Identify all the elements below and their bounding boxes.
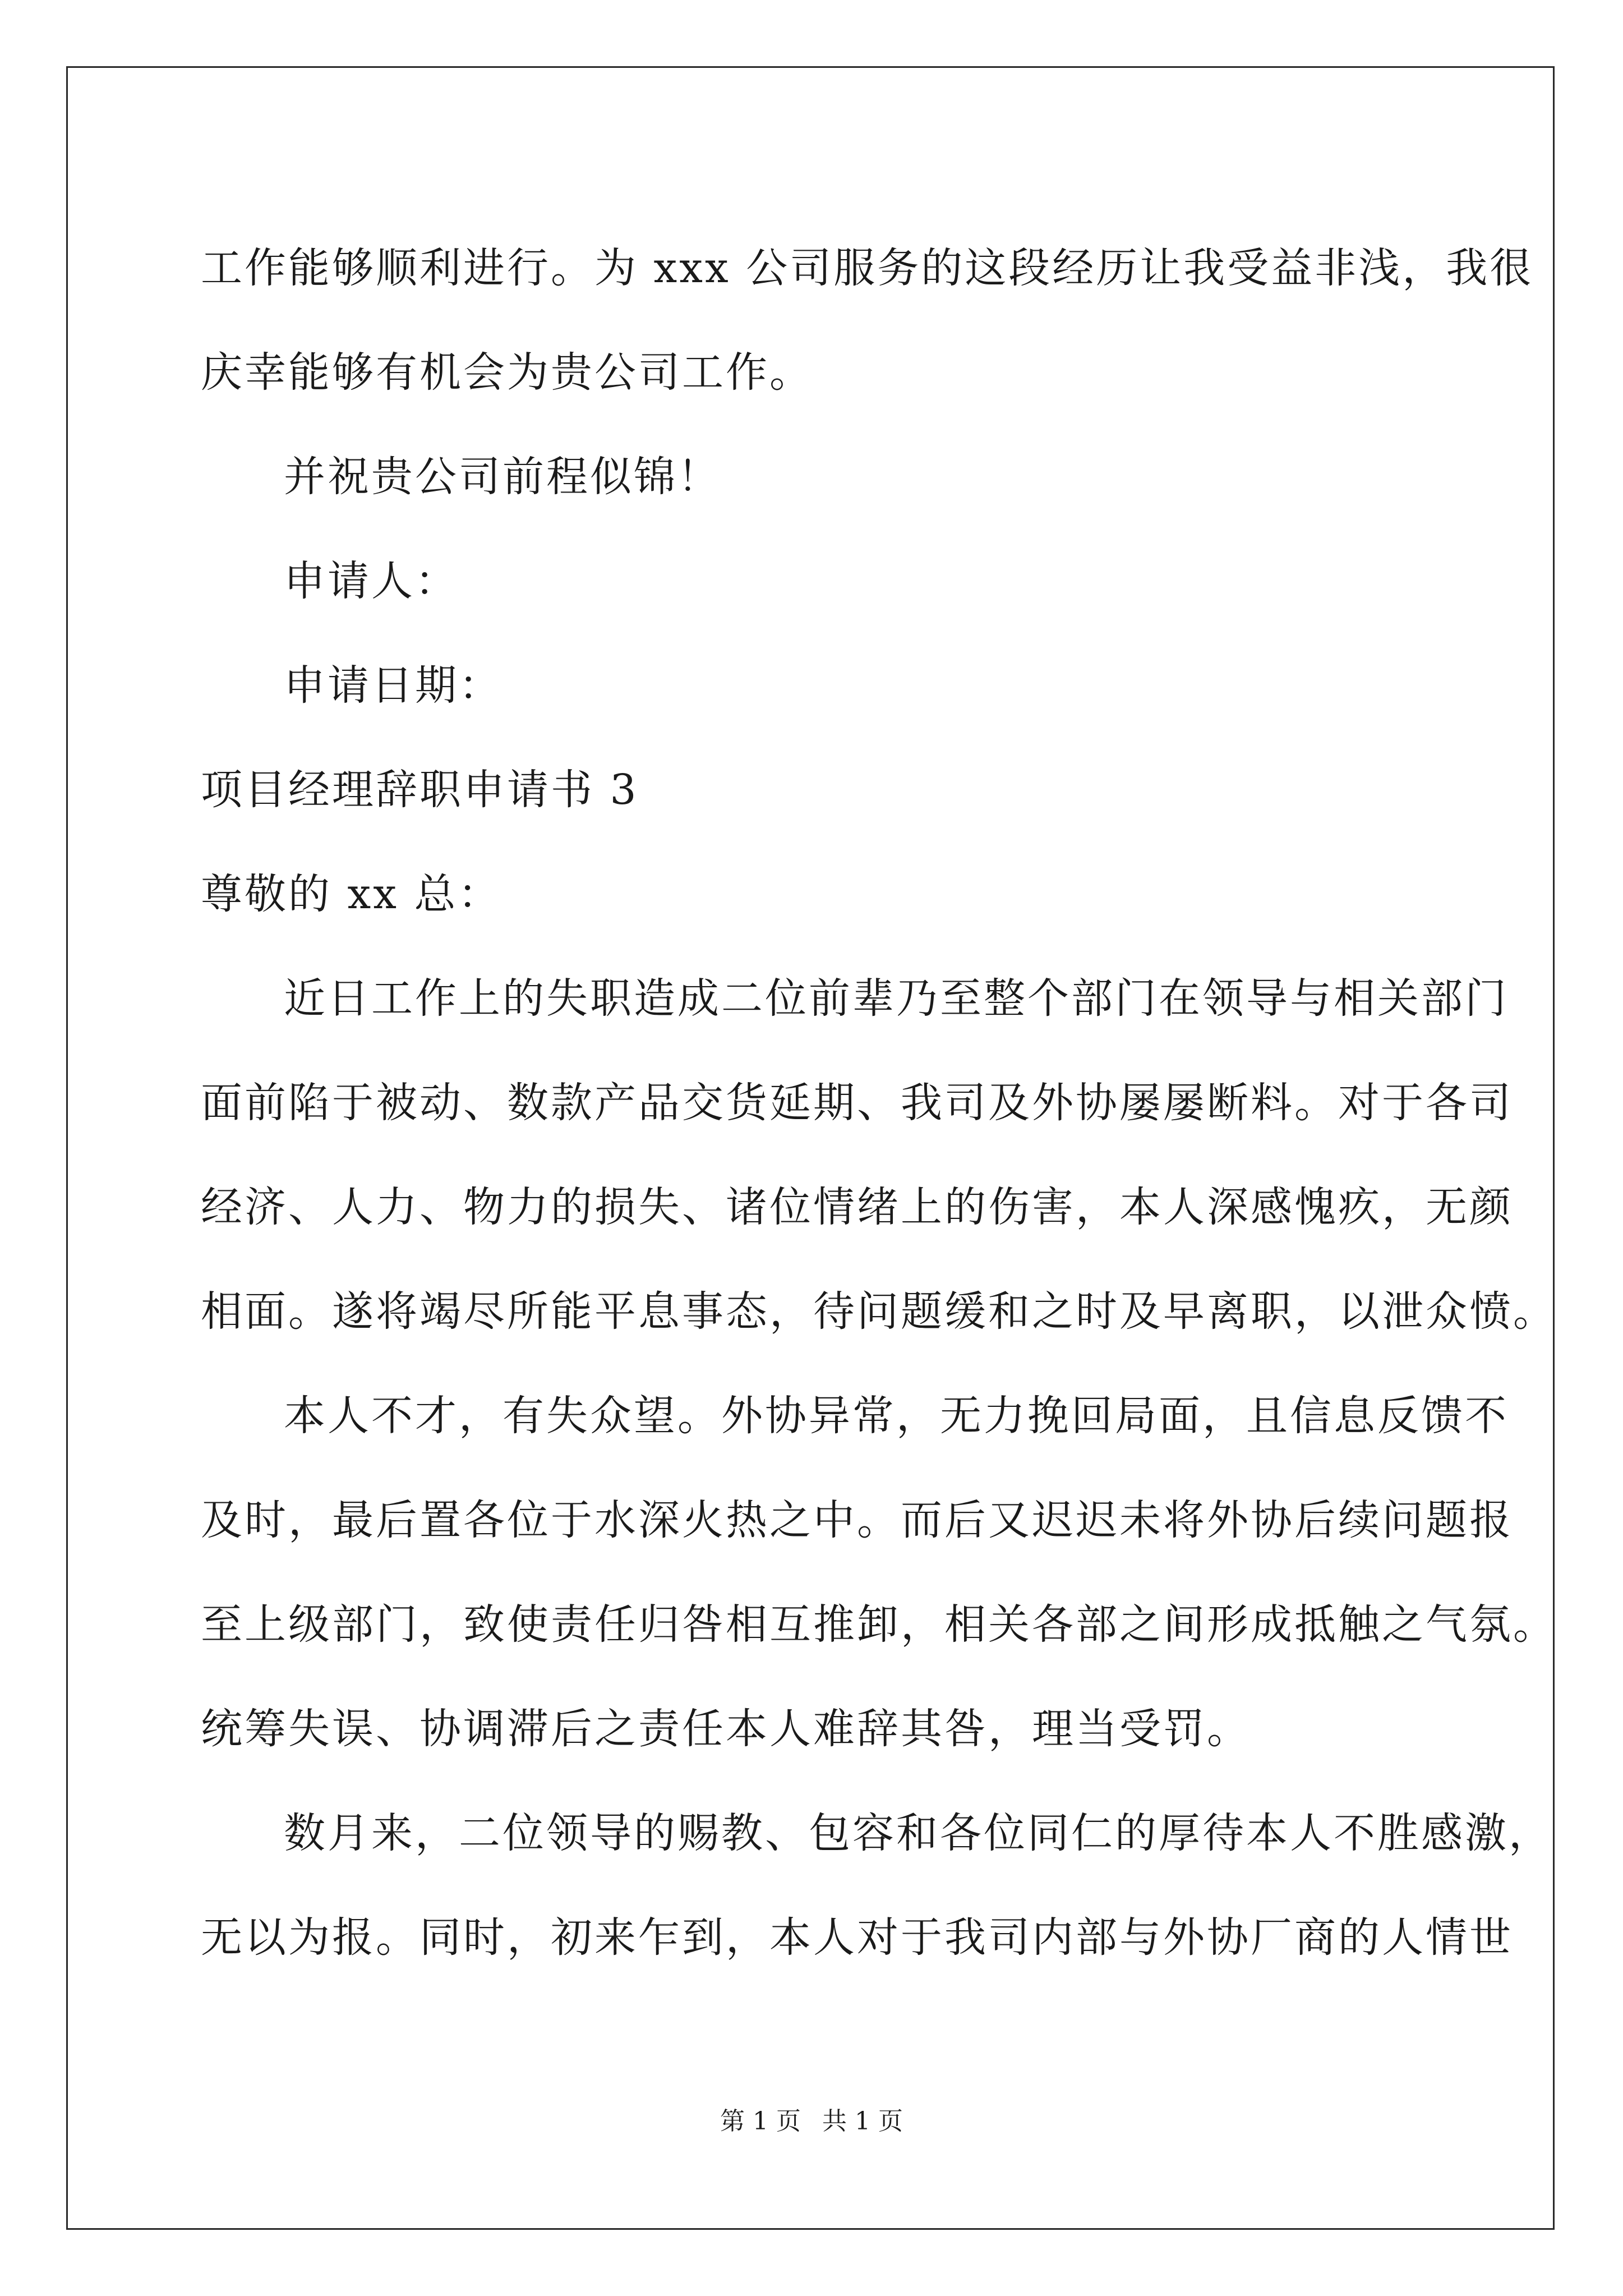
text-line: 至上级部门，致使责任归咎相互推卸，相关各部之间形成抵触之气氛。: [201, 1600, 1557, 1649]
text-line: 经济、人力、物力的损失、诸位情绪上的伤害，本人深感愧疚，无颜: [201, 1183, 1513, 1231]
text-line: 面前陷于被动、数款产品交货延期、我司及外协屡屡断料。对于各司: [201, 1079, 1513, 1127]
text-line: 申请人：: [284, 557, 459, 605]
text-line: 数月来，二位领导的赐教、包容和各位同仁的厚待本人不胜感激，: [284, 1809, 1552, 1857]
text-line: 近日工作上的失职造成二位前辈乃至整个部门在领导与相关部门: [284, 974, 1509, 1023]
text-line: 申请日期：: [284, 661, 502, 710]
text-line: 工作能够顺利进行。为 xxx 公司服务的这段经历让我受益非浅，我很: [201, 244, 1534, 292]
section-title: 项目经理辞职申请书 3: [201, 766, 639, 814]
text-line: 并祝贵公司前程似锦！: [284, 453, 721, 501]
page-total: 共 1 页: [822, 2107, 903, 2136]
text-line: 及时，最后置各位于水深火热之中。而后又迟迟未将外协后续问题报: [201, 1496, 1513, 1544]
text-line: 本人不才，有失众望。外协异常，无力挽回局面，且信息反馈不: [284, 1392, 1509, 1440]
text-line: 相面。遂将竭尽所能平息事态，待问题缓和之时及早离职，以泄众愤。: [201, 1287, 1557, 1336]
text-line: 庆幸能够有机会为贵公司工作。: [201, 348, 813, 397]
text-line: 无以为报。同时，初来乍到，本人对于我司内部与外协厂商的人情世: [201, 1913, 1513, 1962]
page-number: 第 1 页: [720, 2107, 801, 2136]
page-footer: [0, 2105, 1623, 2138]
text-line: 统筹失误、协调滞后之责任本人难辞其咎，理当受罚。: [201, 1705, 1251, 1753]
salutation: 尊敬的 xx 总：: [201, 870, 502, 918]
document-body: [201, 216, 1557, 1990]
